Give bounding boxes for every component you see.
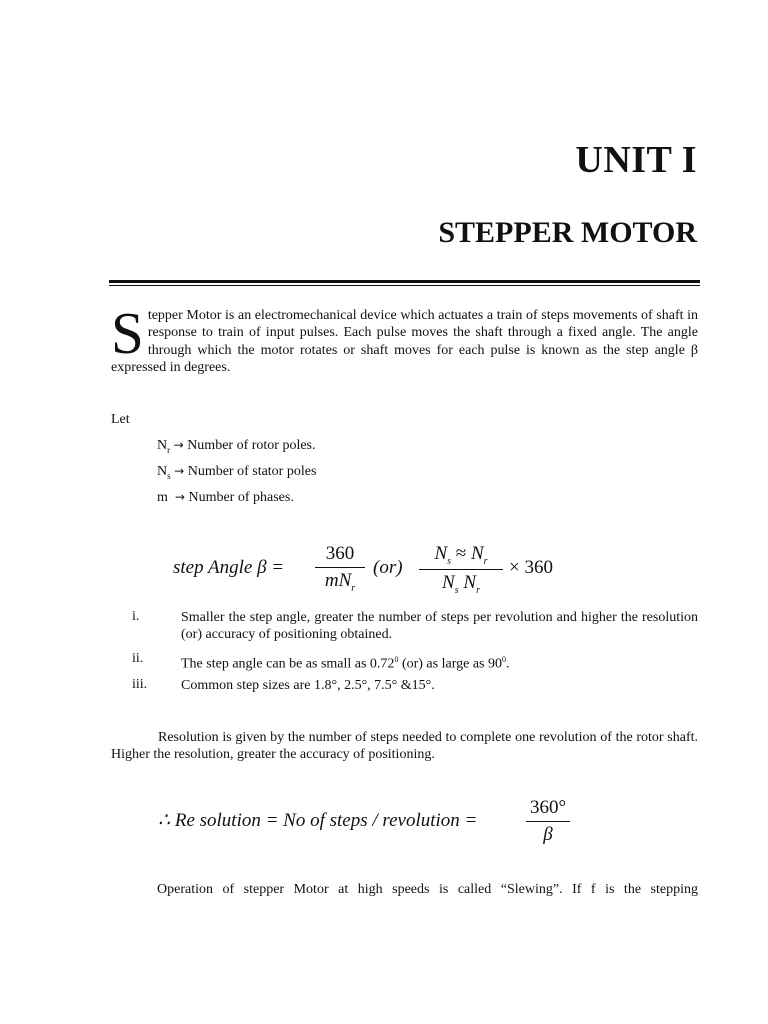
fraction-numerator: 360 <box>325 543 355 564</box>
num-symbol: N <box>434 543 448 564</box>
list-text: The step angle can be as small as 0.72 <box>181 656 395 672</box>
fraction-numerator: 360° <box>529 797 567 818</box>
den-symbol: N <box>442 571 455 593</box>
den-symbol: N <box>463 571 477 593</box>
fraction-numerator <box>419 543 503 567</box>
drop-cap: S <box>111 300 144 366</box>
list-number: i. <box>132 609 140 624</box>
den-symbol: mN <box>324 570 352 591</box>
fraction-denominator: β <box>543 824 553 845</box>
right-arrow-icon: → <box>174 464 185 478</box>
definition-symbol: N <box>157 464 168 479</box>
den-subscript: s <box>454 584 459 596</box>
title-rule-thin <box>109 285 700 286</box>
definition-phases <box>157 490 294 506</box>
list-number: ii. <box>132 651 144 666</box>
definition-symbol: N <box>157 438 168 453</box>
list-text: . <box>505 656 510 672</box>
times-360: × 360 <box>509 557 553 578</box>
den-subscript: r <box>351 582 356 594</box>
title-rule-thick <box>109 280 700 283</box>
definition-text: Number of phases. <box>188 490 294 505</box>
definition-subscript: s <box>167 470 171 481</box>
list-number: iii. <box>132 677 148 692</box>
chapter-title: STEPPER MOTOR <box>438 216 697 249</box>
resolution-equation <box>158 797 578 853</box>
superscript: 0 <box>501 655 506 664</box>
definition-subscript: r <box>167 444 171 455</box>
resolution-paragraph: Resolution is given by the number of steps needed to complete one revolution of the rotor shaft. Higher the resolution, greater the accuracy of positioning. <box>111 730 698 763</box>
fraction-denominator <box>419 572 503 596</box>
definition-rotor-poles <box>157 438 316 455</box>
fraction-denominator <box>315 570 365 594</box>
definition-symbol: m <box>157 490 168 505</box>
list-item: Common step sizes are 1.8°, 2.5°, 7.5° &15°. <box>181 678 435 693</box>
den-subscript: r <box>476 584 480 596</box>
definition-text: Number of stator poles <box>187 464 317 479</box>
or-text: (or) <box>373 557 403 578</box>
num-subscript: s <box>447 555 452 567</box>
fraction-bar <box>526 821 570 822</box>
list-item <box>181 651 698 673</box>
fraction-360-over-beta <box>526 797 570 846</box>
unit-heading: UNIT I <box>575 139 697 181</box>
superscript: 0 <box>394 655 399 664</box>
approx-symbol: ≈ <box>455 543 467 564</box>
list-text: (or) as large as 90 <box>398 656 502 672</box>
equation-lhs: step Angle β = <box>173 557 285 578</box>
let-label: Let <box>111 412 130 427</box>
equation-lhs: ∴ Re solution = No of steps / revolution = <box>158 810 478 831</box>
fraction-bar <box>419 569 503 570</box>
right-arrow-icon: → <box>174 490 185 504</box>
definition-text: Number of rotor poles. <box>183 438 316 453</box>
fraction-bar <box>315 567 365 568</box>
definition-stator-poles <box>157 464 316 481</box>
closing-paragraph: Operation of stepper Motor at high speeds is called “Slewing”. If f is the stepping <box>157 882 698 897</box>
right-arrow-icon: → <box>173 438 184 452</box>
num-symbol: N <box>470 543 484 564</box>
num-subscript: r <box>483 555 488 567</box>
fraction-360-over-mnr <box>315 543 365 594</box>
list-item: Smaller the step angle, greater the number of steps per revolution and higher the resolution (or) accuracy of positioning obtained. <box>181 610 698 643</box>
intro-text: tepper Motor is an electromechanical device which actuates a train of steps movements of shaft in response to train of input pulses. Each pulse moves the shaft through a fixed angle. The angle through which the motor rotates or shaft moves for each pulse is known as the step angle β expressed in degrees. <box>111 308 698 376</box>
step-angle-equation <box>173 540 593 600</box>
intro-paragraph <box>111 300 698 377</box>
fraction-ns-nr <box>419 543 503 596</box>
